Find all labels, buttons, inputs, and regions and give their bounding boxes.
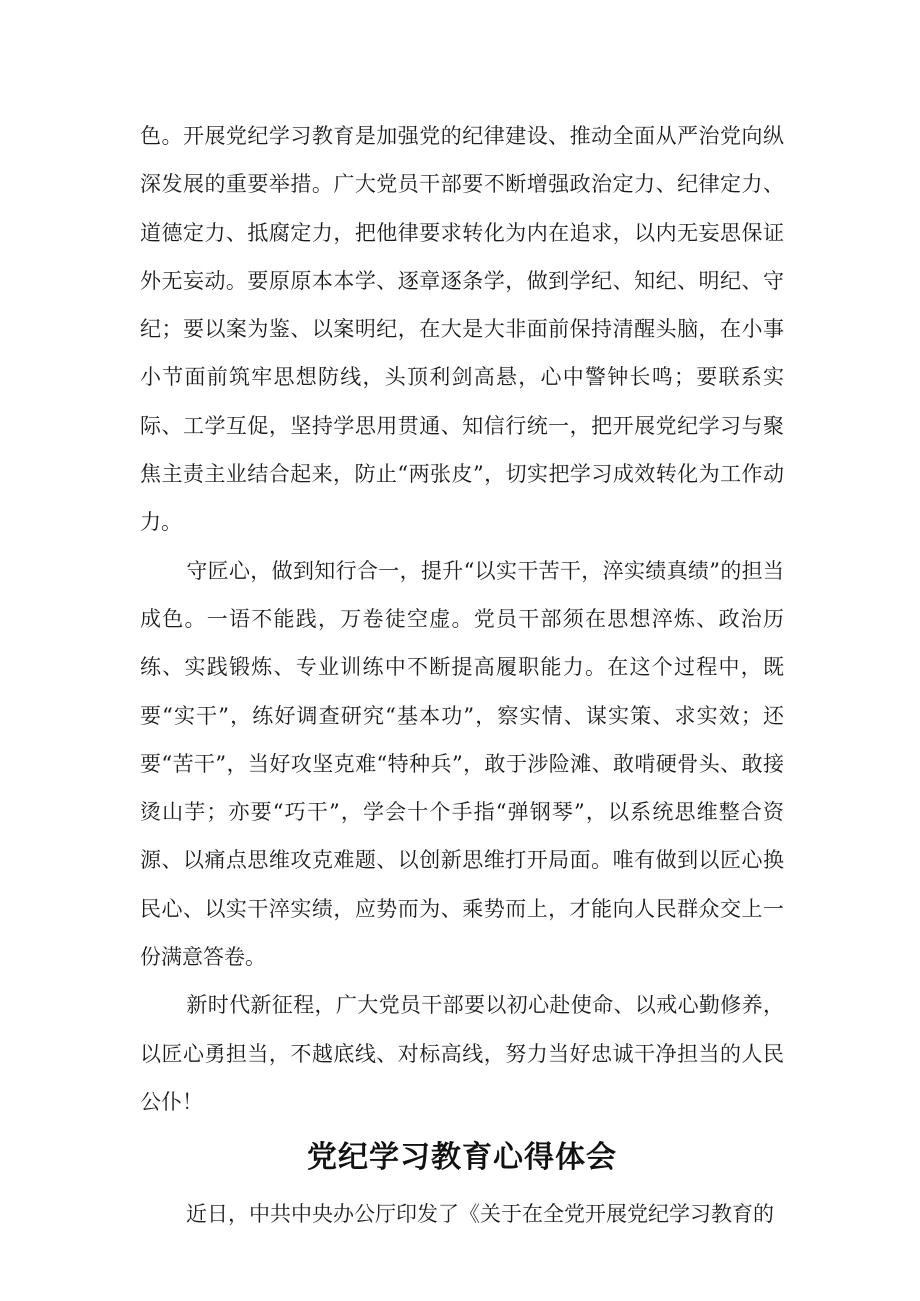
paragraph-continuation [140, 112, 784, 547]
paragraph-2-text: 守匠心，做到知行合一，提升“以实干苦干，淬实绩真绩”的担当成色。一语不能践，万卷徒空虚。党员干部须在思想淬炼、政治历练、实践锻炼、专业训练中不断提高履职能力。在这个过程中，既要“实干”，练好调查研究“基本功”，察实情、谋实策、求实效；还要“苦干”，当好攻坚克难“特种兵”，敢于涉险滩、敢啃硬骨头、敢接烫山芋；亦要“巧干”，学会十个手指“弹钢琴”，以系统思维整合资源、以痛点思维攻克难题、以创新思维打开局面。唯有做到以匠心换民心、以实干淬实绩，应势而为、乘势而上，才能向人民群众交上一份满意答卷。 [140, 558, 784, 970]
paragraph-3-text: 新时代新征程，广大党员干部要以初心赴使命、以戒心勤修养，以匠心勇担当，不越底线、对标高线，努力当好忠诚干净担当的人民公仆！ [140, 993, 784, 1114]
paragraph-1-text: 色。开展党纪学习教育是加强党的纪律建设、推动全面从严治党向纵深发展的重要举措。广大党员干部要不断增强政治定力、纪律定力、道德定力、抵腐定力，把他律要求转化为内在追求，以内无妄思保证外无妄动。要原原本本学、逐章逐条学，做到学纪、知纪、明纪、守纪；要以案为鉴、以案明纪，在大是大非面前保持清醒头脑，在小事小节面前筑牢思想防线，头顶利剑高悬，心中警钟长鸣；要联系实际、工学互促，坚持学思用贯通、知信行统一，把开展党纪学习与聚焦主责主业结合起来，防止“两张皮”，切实把学习成效转化为工作动力。 [140, 124, 784, 535]
paragraph-craftsmanship [140, 547, 784, 982]
paragraph-4-text: 近日，中共中央办公厅印发了《关于在全党开展党纪学习教育的 [186, 1202, 774, 1227]
document-page [140, 112, 784, 1239]
document-title: 党纪学习教育心得体会 [307, 1140, 617, 1176]
paragraph-conclusion [140, 981, 784, 1126]
paragraph-intro [140, 1190, 784, 1238]
